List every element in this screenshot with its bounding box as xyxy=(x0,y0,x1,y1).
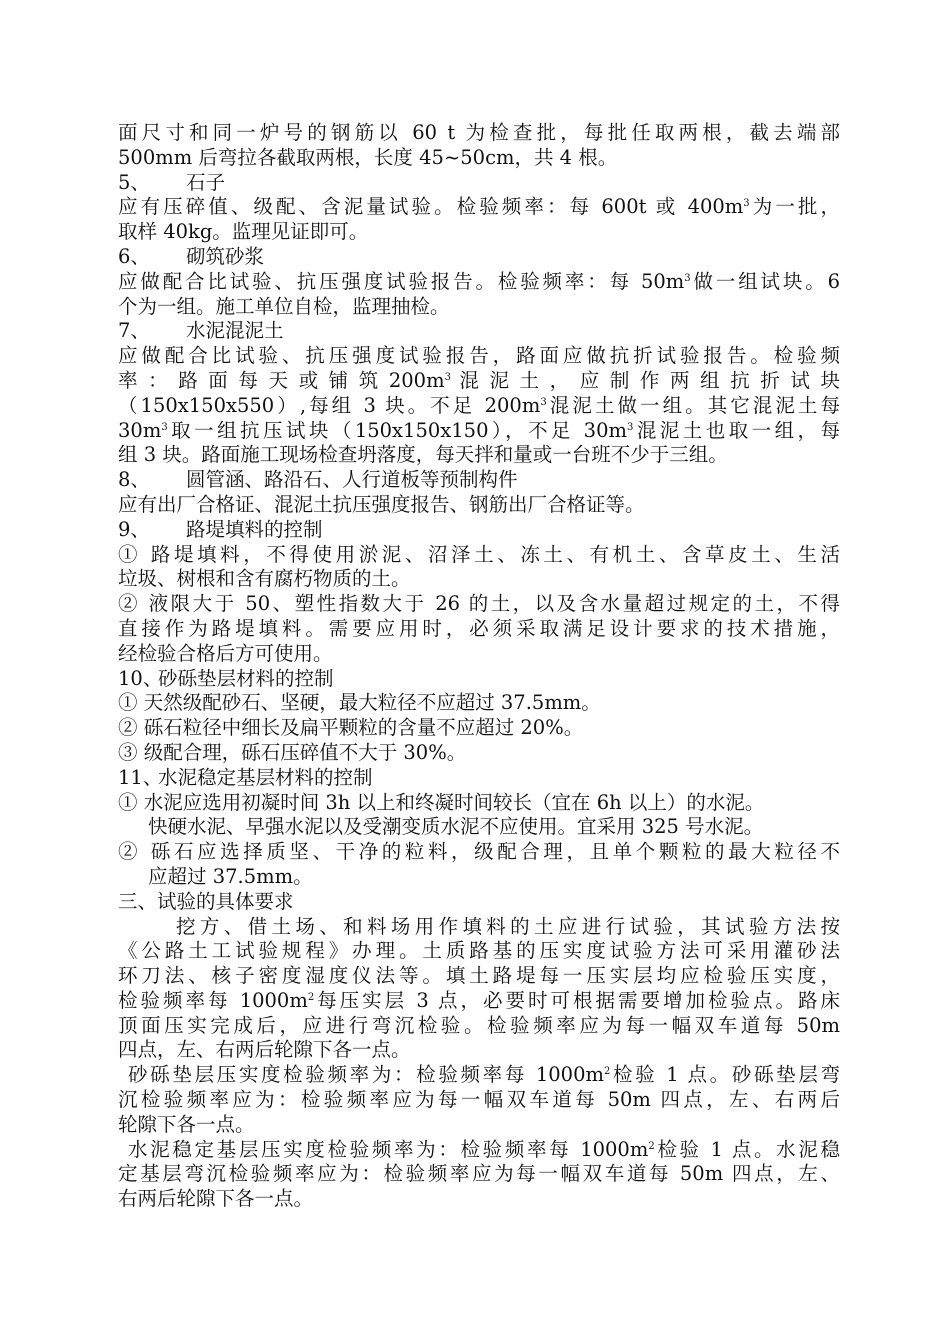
section-heading-precast xyxy=(118,468,840,493)
section-heading-cement-base xyxy=(118,766,840,791)
text-line: 《公路土工试验规程》办理。土质路基的压实度试验方法可采用灌砂法 xyxy=(118,939,840,963)
text-line: 应做配合比试验、抗压强度试验报告，路面应做抗折试验报告。检验频 xyxy=(118,344,840,368)
superscript: 2 xyxy=(603,1066,611,1078)
document-body xyxy=(118,121,840,1212)
text-line: 应有压碎值、级配、含泥量试验。检验频率：每 600t 或 $400m^3$为一批， xyxy=(118,195,840,219)
list-item: ③ 级配合理，砾石压碎值不大于 30%。 xyxy=(118,740,467,764)
section-title: 砌筑砂浆 xyxy=(186,244,265,268)
text-line: 环刀法、核子密度湿度仪法等。填土路堤每一压实层均应检验压实度， xyxy=(118,964,840,988)
text-line: 率 ： 路 面 每 天 或 铺 筑 $200m^3$ 混 泥 土 ， 应 制 作 两 组 抗 折 试 块 xyxy=(118,368,840,392)
text-line: 快硬水泥、早强水泥以及受潮变质水泥不应使用。宜采用 325 号水泥。 xyxy=(148,815,764,839)
superscript: 3 xyxy=(743,198,750,210)
text-line: 四点，左、右两后轮隙下各一点。 xyxy=(118,1038,411,1062)
section-heading-stone xyxy=(118,171,840,196)
section-heading-concrete xyxy=(118,319,840,344)
section-title: 砂砾垫层材料的控制 xyxy=(158,666,334,690)
text-line: $30m^3$取一组抗压试块（150x150x150），不足 $30m^3$混泥土也取一组，每 xyxy=(118,418,840,442)
text-line: 个为一组。施工单位自检，监理抽检。 xyxy=(118,294,450,318)
section-heading-mortar xyxy=(118,245,840,270)
text-line: 挖方、借土场、和料场用作填料的土应进行试验，其试验方法按 xyxy=(176,914,840,938)
list-item: ② 砾石粒径中细长及扁平颗粒的含量不应超过 20%。 xyxy=(118,716,584,740)
text-line: 轮隙下各一点。 xyxy=(118,1112,255,1136)
text-line: 定基层弯沉检验频率应为：检验频率应为每一幅双车道每 50m 四点，左、 xyxy=(118,1162,840,1186)
text-line: 组 3 块。路面施工现场检查坍落度，每天拌和量或一台班不少于三组。 xyxy=(118,443,728,467)
superscript: 3 xyxy=(540,396,547,408)
section-title: 水泥混泥土 xyxy=(186,319,284,343)
superscript: 3 xyxy=(161,421,168,433)
superscript: 3 xyxy=(444,371,451,383)
text-line: 直接作为路堤填料。需要应用时，必须采取满足设计要求的技术措施， xyxy=(118,616,840,640)
superscript: 3 xyxy=(684,272,691,284)
section-heading-gravel xyxy=(118,667,840,692)
text-line: 应超过 37.5mm。 xyxy=(148,864,313,888)
section-number: 8、 xyxy=(118,468,150,492)
list-item: ① 天然级配砂石、坚硬，最大粒径不应超过 37.5mm。 xyxy=(118,691,601,715)
section-number: 9、 xyxy=(118,517,150,541)
text-line: 面尺寸和同一炉号的钢筋以 60 t 为检查批，每批任取两根，截去端部 xyxy=(118,121,840,144)
text-line: 沉检验频率应为：检验频率应为每一幅双车道每 50m 四点，左、右两后 xyxy=(118,1088,840,1112)
text-line: 取样 40kg。监理见证即可。 xyxy=(118,220,369,244)
text-line: 应有出厂合格证、混泥土抗压强度报告、钢筋出厂合格证等。 xyxy=(118,492,645,516)
chapter-heading: 三、试验的具体要求 xyxy=(118,889,294,913)
section-number: 10、 xyxy=(118,666,163,690)
section-heading-embankment xyxy=(118,518,840,543)
section-title: 水泥稳定基层材料的控制 xyxy=(158,765,373,789)
superscript: 2 xyxy=(648,1140,655,1152)
text-line: （150x150x550）,每组 3 块。不足 $200m^3$混泥土做一组。其它混泥土每 xyxy=(118,393,840,417)
text-line: 经检验合格后方可使用。 xyxy=(118,641,333,665)
section-title: 路堤填料的控制 xyxy=(186,517,323,541)
list-item: ① 路堤填料，不得使用淤泥、沼泽土、冻土、有机土、含草皮土、生活 xyxy=(118,542,840,566)
text-line: 右两后轮隙下各一点。 xyxy=(118,1187,314,1211)
list-item: ② 液限大于 50、塑性指数大于 26 的土，以及含水量超过规定的土，不得 xyxy=(118,592,840,616)
list-item: ② 砾石应选择质坚、干净的粒料，级配合理，且单个颗粒的最大粒径不 xyxy=(118,840,840,864)
section-number: 11、 xyxy=(118,765,163,789)
section-number: 7、 xyxy=(118,319,150,343)
text-line: 垃圾、树根和含有腐朽物质的土。 xyxy=(118,567,411,591)
text-line: 应做配合比试验、抗压强度试验报告。检验频率：每 $50m^3$做一组试块。6 xyxy=(118,269,840,293)
section-title: 石子 xyxy=(186,170,226,194)
superscript: 2 xyxy=(307,991,315,1003)
list-item: ① 水泥应选用初凝时间 3h 以上和终凝时间较长（宜在 6h 以上）的水泥。 xyxy=(118,790,765,814)
superscript: 3 xyxy=(626,421,634,433)
section-number: 6、 xyxy=(118,244,150,268)
text-line: 顶面压实完成后，应进行弯沉检验。检验频率应为每一幅双车道每 50m xyxy=(118,1013,840,1037)
section-number: 5、 xyxy=(118,170,150,194)
section-title: 圆管涵、路沿石、人行道板等预制构件 xyxy=(186,468,518,492)
text-line: 砂砾垫层压实度检验频率为：检验频率每 $1000m^2$检验 1 点。砂砾垫层弯 xyxy=(128,1063,840,1087)
text-line: 500mm 后弯拉各截取两根，长度 45~50cm，共 4 根。 xyxy=(118,145,618,169)
text-line: 水泥稳定基层压实度检验频率为：检验频率每 $1000m^2$检验 1 点。水泥稳 xyxy=(128,1137,840,1161)
text-line: 检验频率每 $1000m^2$每压实层 3 点，必要时可根据需要增加检验点。路床 xyxy=(118,988,840,1012)
